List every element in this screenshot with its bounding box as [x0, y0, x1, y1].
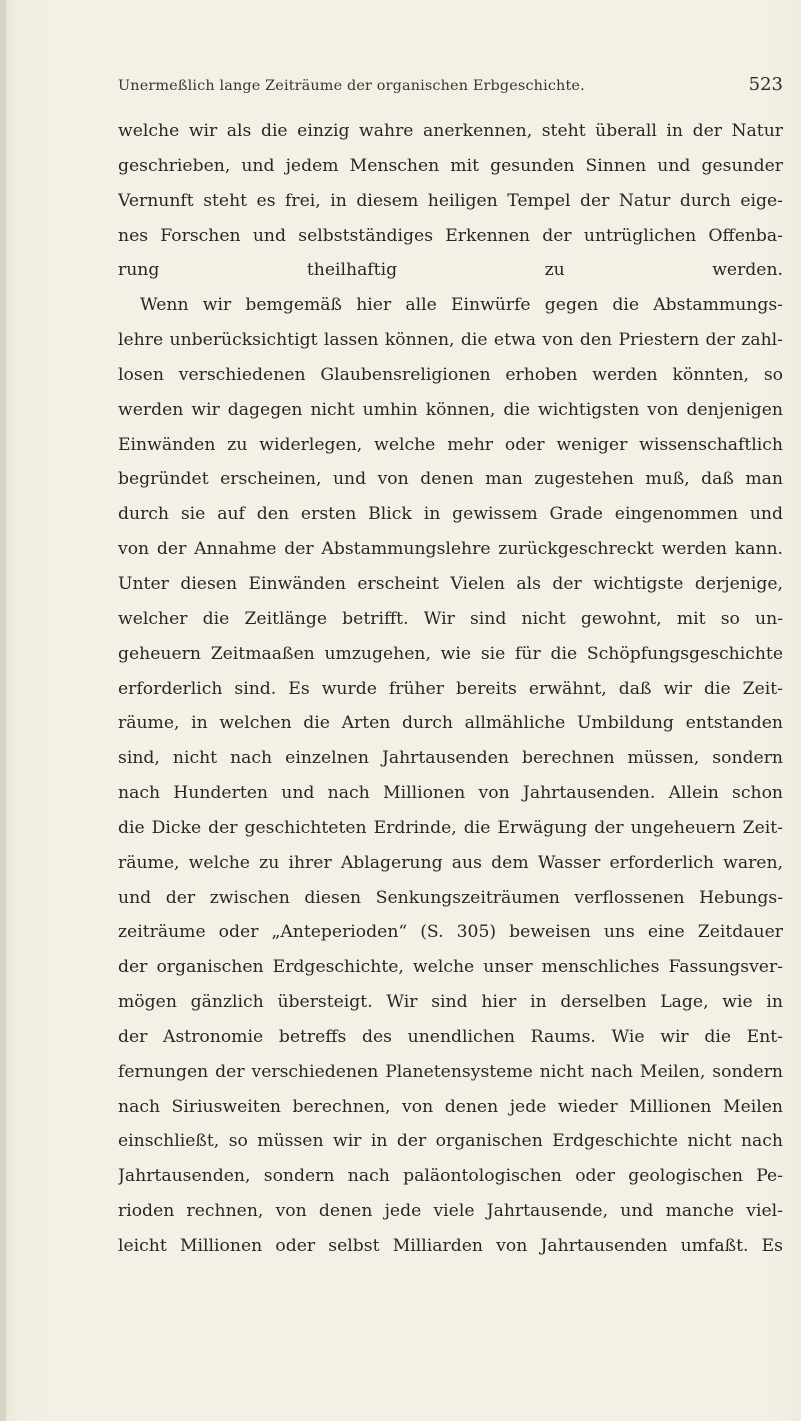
text-line: und der zwischen diesen Senkungszeiträumen verflossenen Hebungs- [118, 887, 783, 908]
text-line: die Dicke der geschichteten Erdrinde, die Erwägung der ungeheuern Zeit- [118, 817, 783, 838]
text-line: lehre unberücksichtigt lassen können, die etwa von den Priestern der zahl- [118, 330, 783, 351]
text-line: Wenn wir bemgemäß hier alle Einwürfe gegen die Abstammungs- [140, 295, 783, 316]
text-line: nach Siriusweiten berechnen, von denen jede wieder Millionen Meilen [118, 1096, 783, 1117]
text-line: werden wir dagegen nicht umhin können, die wichtigsten von denjenigen [118, 399, 783, 420]
text-line: Vernunft steht es frei, in diesem heiligen Tempel der Natur durch eige- [118, 190, 783, 211]
text-line: geschrieben, und jedem Menschen mit gesunden Sinnen und gesunder [118, 155, 783, 176]
text-line: der Astronomie betreffs des unendlichen Raums. Wie wir die Ent- [118, 1026, 783, 1047]
text-line: mögen gänzlich übersteigt. Wir sind hier in derselben Lage, wie in [118, 992, 783, 1013]
text-line: rung theilhaftig zu werden. [118, 260, 783, 281]
text-line: nes Forschen und selbstständiges Erkennen der untrüglichen Offenba- [118, 225, 783, 246]
page-number: 523 [748, 74, 783, 95]
text-line: Jahrtausenden, sondern nach paläontologischen oder geologischen Pe- [118, 1166, 783, 1187]
text-line: durch sie auf den ersten Blick in gewissem Grade eingenommen und [118, 504, 783, 525]
text-line: zeiträume oder „Anteperioden“ (S. 305) beweisen uns eine Zeitdauer [118, 922, 783, 943]
text-line: losen verschiedenen Glaubensreligionen erhoben werden könnten, so [118, 364, 783, 385]
text-line: der organischen Erdgeschichte, welche unser menschliches Fassungsver- [118, 957, 783, 978]
text-line: von der Annahme der Abstammungslehre zurückgeschreckt werden kann. [118, 539, 783, 560]
text-line: geheuern Zeitmaaßen umzugehen, wie sie für die Schöpfungsgeschichte [118, 643, 783, 664]
text-line: leicht Millionen oder selbst Milliarden von Jahrtausenden umfaßt. Es [118, 1236, 783, 1256]
text-line: Unter diesen Einwänden erscheint Vielen als der wichtigste derjenige, [118, 573, 783, 594]
text-line: sind, nicht nach einzelnen Jahrtausenden berechnen müssen, sondern [118, 748, 783, 769]
text-line: räume, welche zu ihrer Ablagerung aus dem Wasser erforderlich waren, [118, 852, 783, 873]
text-line: begründet erscheinen, und von denen man zugestehen muß, daß man [118, 469, 783, 490]
text-line: Einwänden zu widerlegen, welche mehr oder weniger wissenschaftlich [118, 434, 783, 455]
page-gutter [0, 0, 6, 1421]
text-line: rioden rechnen, von denen jede viele Jahrtausende, und manche viel- [118, 1201, 783, 1222]
text-line: räume, in welchen die Arten durch allmähliche Umbildung entstanden [118, 713, 783, 734]
body-text [118, 114, 783, 1264]
text-line: nach Hunderten und nach Millionen von Jahrtausenden. Allein schon [118, 783, 783, 804]
text-line: fernungen der verschiedenen Planetensysteme nicht nach Meilen, sondern [118, 1061, 783, 1082]
text-line: erforderlich sind. Es wurde früher bereits erwähnt, daß wir die Zeit- [118, 678, 783, 699]
running-head: Unermeßlich lange Zeiträume der organischen Erbgeschichte. [118, 78, 585, 94]
text-line: welcher die Zeitlänge betrifft. Wir sind nicht gewohnt, mit so un- [118, 608, 783, 629]
text-line: welche wir als die einzig wahre anerkennen, steht überall in der Natur [118, 121, 783, 141]
page-header [118, 74, 783, 104]
text-line: einschließt, so müssen wir in der organischen Erdgeschichte nicht nach [118, 1131, 783, 1152]
